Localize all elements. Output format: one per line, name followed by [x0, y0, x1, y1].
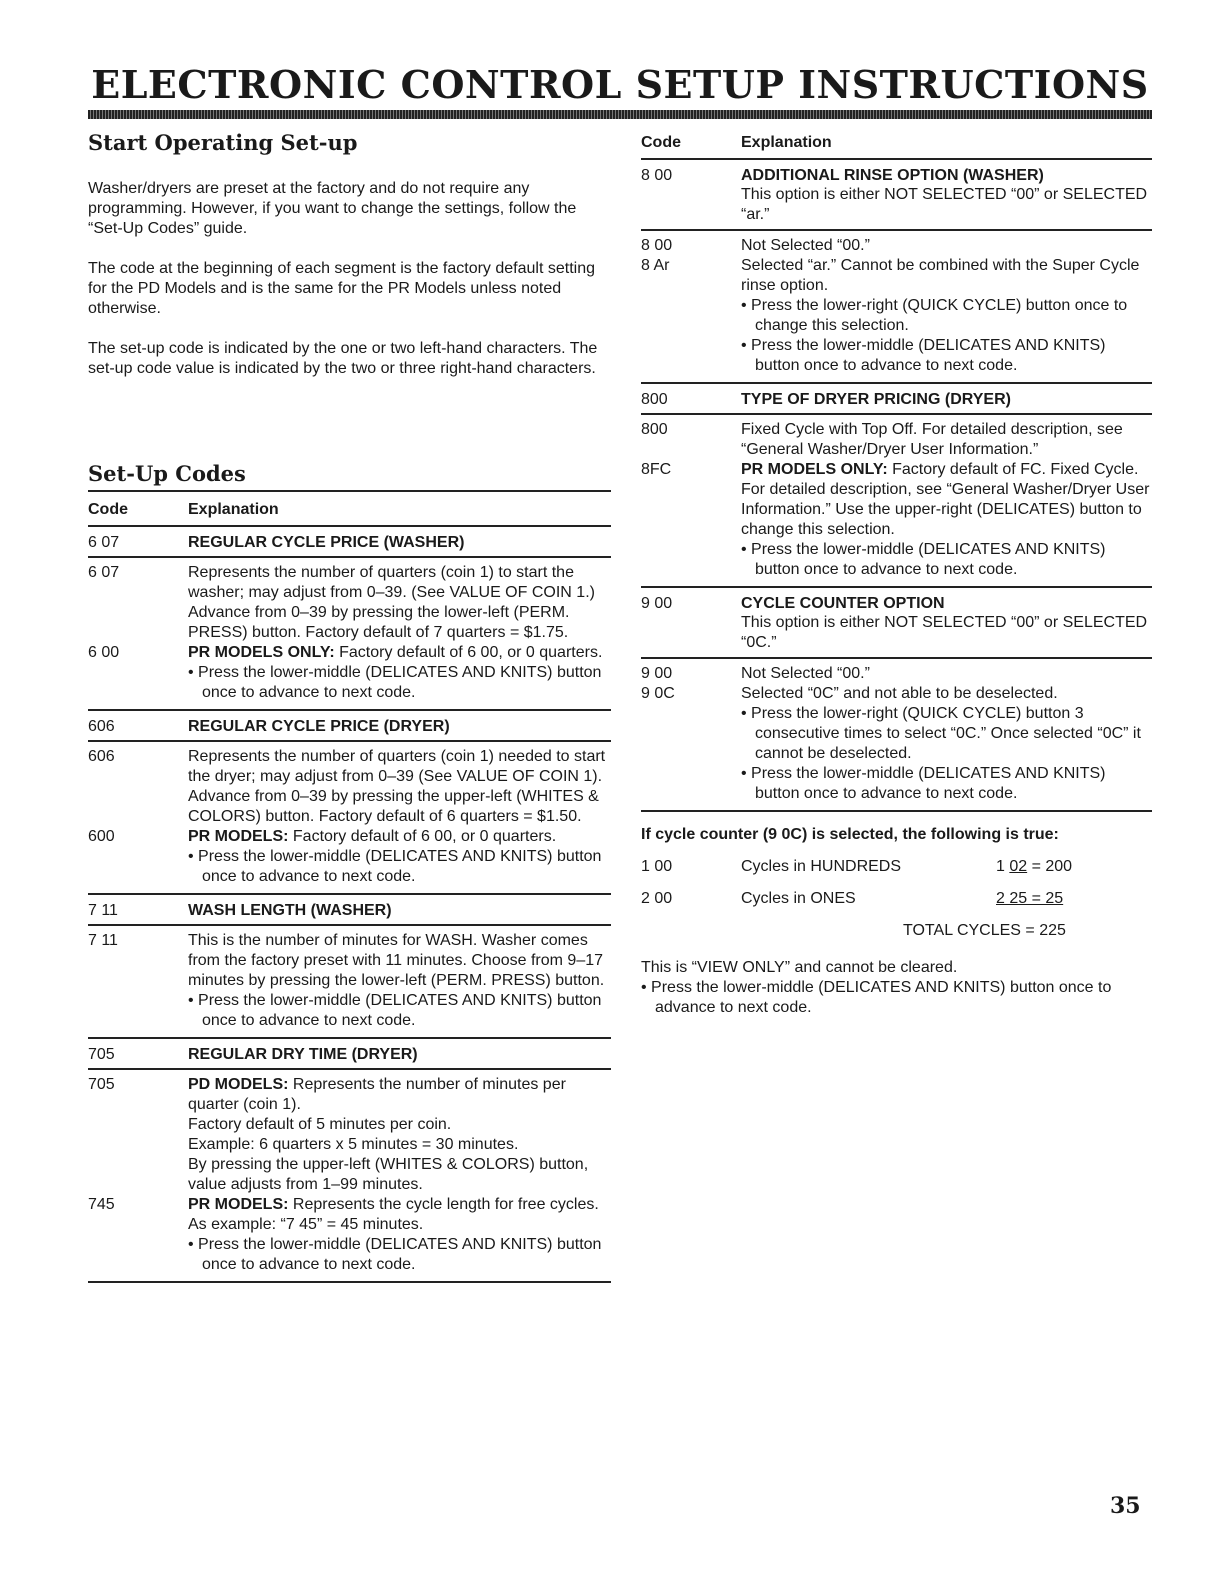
explanation-line [188, 747, 611, 827]
row-explanation [188, 827, 611, 887]
header-code: Code [88, 501, 128, 518]
example-pre: 1 [996, 858, 1010, 875]
table-row [88, 827, 611, 887]
explanation-text: Represents the number of quarters (coin 1) to start the washer; may adjust from 0–39. (See VALUE OF COIN 1.) Advance from 0–39 by pressing the lower-left (PERM. PRESS) button. Factory default of 7 quarters = $1.75. [188, 564, 595, 641]
explanation-text: Selected “0C” and not able to be deselected. [741, 685, 1058, 702]
cycle-counter-heading: If cycle counter (9 0C) is selected, the following is true: [641, 826, 1059, 843]
counter-example [996, 890, 1063, 908]
code-section [88, 711, 611, 895]
section-title [741, 391, 1152, 409]
row-explanation [741, 236, 1152, 256]
section-body [88, 1070, 611, 1275]
start-heading: Start Operating Set-up [88, 130, 358, 155]
setup-codes-table [88, 492, 611, 1283]
table-row [641, 664, 1152, 684]
section-title-text: WASH LENGTH (WASHER) [188, 902, 392, 919]
section-code: 7 11 [88, 902, 118, 919]
section-title [188, 1046, 611, 1064]
model-label: PR MODELS ONLY: [741, 461, 888, 478]
section-body [641, 231, 1152, 376]
cycle-counter-rows [641, 858, 1152, 908]
setup-codes-heading: Set-Up Codes [88, 461, 611, 492]
explanation-text: Represents the number of minutes per quarter (coin 1). [188, 1076, 566, 1113]
section-title-row [641, 384, 1152, 415]
section-title-row [641, 160, 1152, 231]
code-section [88, 1039, 611, 1283]
intro-paragraph: The code at the beginning of each segment is the factory default setting for the PD Models and is the same for the PR Models unless noted otherwise. [88, 260, 595, 317]
section-title-row [641, 588, 1152, 659]
explanation-text: Not Selected “00.” [741, 237, 870, 254]
table-row [88, 563, 611, 643]
section-title-text: ADDITIONAL RINSE OPTION (WASHER) [741, 167, 1044, 184]
section-title [741, 595, 1152, 653]
bullet-line: • Press the lower-middle (DELICATES AND KNITS) button once to advance to next code. [188, 992, 602, 1029]
section-title [188, 718, 611, 736]
section-body [88, 742, 611, 887]
section-code: 800 [641, 391, 668, 408]
total-cycles: TOTAL CYCLES = 225 [903, 922, 1066, 939]
counter-row [641, 890, 1152, 908]
row-explanation [741, 684, 1152, 804]
explanation-text: Factory default of 6 00, or 0 quarters. [288, 828, 557, 845]
code-section [641, 588, 1152, 812]
explanation-text: By pressing the upper-left (WHITES & COLORS) button, value adjusts from 1–99 minutes. [188, 1156, 589, 1193]
section-title-row [88, 895, 611, 926]
explanation-line [188, 1135, 611, 1155]
row-code: 800 [641, 421, 668, 438]
table-row [88, 931, 611, 1031]
section-body [88, 558, 611, 703]
explanation-text: Factory default of 5 minutes per coin. [188, 1116, 452, 1133]
row-code: 8 Ar [641, 257, 670, 274]
bullet-line: • Press the lower-right (QUICK CYCLE) button once to change this selection. [741, 297, 1128, 334]
explanation-text: Fixed Cycle with Top Off. For detailed description, see “General Washer/Dryer User Information.” [741, 421, 1123, 458]
section-title-text: REGULAR DRY TIME (DRYER) [188, 1046, 418, 1063]
table-row [641, 236, 1152, 256]
row-code: 7 11 [88, 932, 118, 949]
section-title-row [88, 711, 611, 742]
row-code: 606 [88, 748, 115, 765]
section-subtitle: This option is either NOT SELECTED “00” or SELECTED “ar.” [741, 186, 1148, 223]
row-explanation [188, 1195, 611, 1275]
table-row [88, 1195, 611, 1275]
table-row [88, 1075, 611, 1195]
table-row [641, 460, 1152, 580]
section-code: 705 [88, 1046, 115, 1063]
explanation-line [188, 1195, 611, 1235]
bullet-line: • Press the lower-middle (DELICATES AND KNITS) button once to advance to next code. [741, 337, 1106, 374]
bullet-line: • Press the lower-middle (DELICATES AND KNITS) button once to advance to next code. [188, 1236, 602, 1273]
model-label: PR MODELS: [188, 1196, 289, 1213]
section-title-text: REGULAR CYCLE PRICE (WASHER) [188, 534, 465, 551]
section-title [741, 167, 1152, 225]
section-title-text: CYCLE COUNTER OPTION [741, 595, 945, 612]
right-column [641, 128, 1152, 1018]
row-explanation [741, 256, 1152, 376]
setup-codes-table-continued [641, 128, 1152, 812]
bullet-line: • Press the lower-middle (DELICATES AND KNITS) button once to advance to next code. [188, 848, 602, 885]
explanation-line [741, 664, 1152, 684]
explanation-line [741, 420, 1152, 460]
header-code: Code [641, 134, 681, 151]
code-section [88, 895, 611, 1039]
table-row [88, 643, 611, 703]
section-body [88, 926, 611, 1031]
bullet-line: • Press the lower-middle (DELICATES AND KNITS) button once to advance to next code. [741, 765, 1106, 802]
explanation-text: Not Selected “00.” [741, 665, 870, 682]
model-label: PD MODELS: [188, 1076, 289, 1093]
row-explanation [188, 643, 611, 703]
counter-desc: Cycles in ONES [741, 890, 856, 907]
explanation-line [188, 563, 611, 643]
bullet-line: • Press the lower-middle (DELICATES AND KNITS) button once to advance to next code. [188, 664, 602, 701]
explanation-line [188, 931, 611, 991]
section-title-text: TYPE OF DRYER PRICING (DRYER) [741, 391, 1011, 408]
model-label: PR MODELS: [188, 828, 289, 845]
intro-paragraph: Washer/dryers are preset at the factory and do not require any programming. However, if you want to change the settings, follow the “Set-Up Codes” guide. [88, 180, 577, 237]
row-code: 6 00 [88, 644, 120, 661]
explanation-line [188, 827, 611, 847]
explanation-line [741, 236, 1152, 256]
row-explanation [188, 1075, 611, 1195]
explanation-text: Represents the cycle length for free cycles. As example: “7 45” = 45 minutes. [188, 1196, 599, 1233]
view-only-note: This is “VIEW ONLY” and cannot be cleared. [641, 959, 958, 976]
counter-code: 1 00 [641, 858, 673, 875]
bullet-line: • Press the lower-right (QUICK CYCLE) button 3 consecutive times to select “0C.” Once selected “0C” it cannot be deselected. [741, 705, 1141, 762]
row-code: 745 [88, 1196, 115, 1213]
example-underlined: 2 25 = 25 [996, 890, 1064, 907]
code-section [641, 384, 1152, 588]
advance-note: • Press the lower-middle (DELICATES AND KNITS) button once to advance to next code. [641, 979, 1112, 1016]
bullet-line: • Press the lower-middle (DELICATES AND KNITS) button once to advance to next code. [741, 541, 1106, 578]
counter-desc: Cycles in HUNDREDS [741, 858, 902, 875]
row-explanation [741, 460, 1152, 580]
table-row [641, 256, 1152, 376]
explanation-line [741, 684, 1152, 704]
section-title-row [88, 527, 611, 558]
explanation-text: Factory default of FC. Fixed Cycle. For detailed description, see “General Washer/Dryer User Information.” Use the upper-right (DELICATES) button to change this selection. [741, 461, 1150, 538]
section-title [188, 902, 611, 920]
counter-code: 2 00 [641, 890, 673, 907]
section-body [641, 415, 1152, 580]
section-code: 606 [88, 718, 115, 735]
table-row [641, 684, 1152, 804]
table-row [88, 747, 611, 827]
row-code: 8 00 [641, 237, 673, 254]
section-code: 8 00 [641, 167, 673, 184]
section-body [641, 659, 1152, 804]
code-section [88, 527, 611, 711]
row-code: 9 0C [641, 685, 675, 702]
explanation-line [741, 460, 1152, 540]
explanation-line [188, 1075, 611, 1115]
row-explanation [188, 931, 611, 1031]
counter-row [641, 858, 1152, 876]
row-explanation [741, 420, 1152, 460]
explanation-text: Selected “ar.” Cannot be combined with the Super Cycle rinse option. [741, 257, 1140, 294]
header-explanation: Explanation [188, 501, 279, 518]
page-title: ELECTRONIC CONTROL SETUP INSTRUCTIONS [91, 62, 1149, 107]
table-row [641, 420, 1152, 460]
section-code: 9 00 [641, 595, 673, 612]
explanation-text: Factory default of 6 00, or 0 quarters. [334, 644, 603, 661]
start-intro [88, 179, 611, 379]
row-code: 8FC [641, 461, 672, 478]
left-column [88, 128, 611, 1283]
table-header [88, 492, 611, 527]
row-explanation [741, 664, 1152, 684]
section-subtitle: This option is either NOT SELECTED “00” or SELECTED “0C.” [741, 614, 1148, 651]
row-code: 9 00 [641, 665, 673, 682]
row-code: 600 [88, 828, 115, 845]
example-underlined: 02 [1009, 858, 1028, 875]
section-title-text: REGULAR CYCLE PRICE (DRYER) [188, 718, 450, 735]
section-title [188, 534, 611, 552]
cycle-counter-footer [641, 958, 1152, 1018]
page-number: 35 [1110, 1493, 1141, 1519]
explanation-line [188, 1115, 611, 1135]
explanation-text: Example: 6 quarters x 5 minutes = 30 minutes. [188, 1136, 519, 1153]
explanation-text: This is the number of minutes for WASH. Washer comes from the factory preset with 11 minutes. Choose from 9–17 minutes by pressing the lower-left (PERM. PRESS) button. [188, 932, 605, 989]
header-explanation: Explanation [741, 134, 832, 151]
table-header [641, 128, 1152, 160]
row-code: 6 07 [88, 564, 120, 581]
code-section [641, 160, 1152, 384]
explanation-line [741, 256, 1152, 296]
explanation-text: Represents the number of quarters (coin 1) needed to start the dryer; may adjust from 0–39 (See VALUE OF COIN 1). Advance from 0–39 by pressing the upper-left (WHITES & COLORS) button. Factory default of 6 quarters = $1.50. [188, 748, 606, 825]
row-explanation [188, 563, 611, 643]
counter-example [996, 858, 1072, 876]
row-code: 705 [88, 1076, 115, 1093]
intro-paragraph: The set-up code is indicated by the one or two left-hand characters. The set-up code value is indicated by the two or three right-hand characters. [88, 340, 598, 377]
explanation-line [188, 1155, 611, 1195]
title-rule [88, 110, 1152, 119]
example-post: = 200 [1027, 858, 1073, 875]
explanation-line [188, 643, 611, 663]
section-title-row [88, 1039, 611, 1070]
section-code: 6 07 [88, 534, 120, 551]
model-label: PR MODELS ONLY: [188, 644, 335, 661]
row-explanation [188, 747, 611, 827]
